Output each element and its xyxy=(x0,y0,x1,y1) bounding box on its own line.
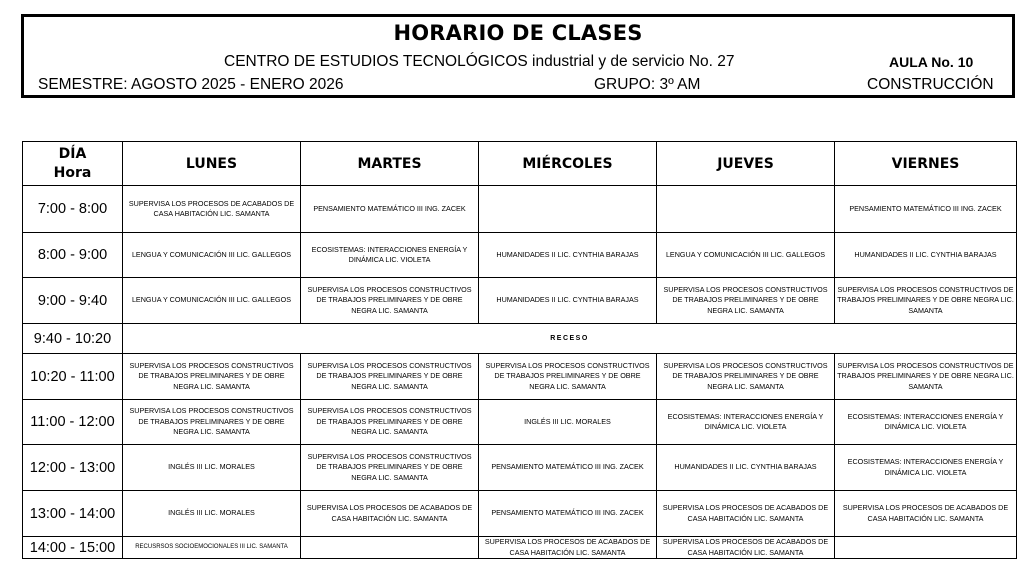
time-slot: 7:00 - 8:00 xyxy=(23,186,123,233)
corner-day-label: DÍA xyxy=(58,145,87,162)
table-row xyxy=(23,186,1017,233)
class-cell: LENGUA Y COMUNICACIÓN III LIC. GALLEGOS xyxy=(657,233,835,278)
class-cell: SUPERVISA LOS PROCESOS DE ACABADOS DE CASA HABITACIÓN LIC. SAMANTA xyxy=(123,186,301,233)
table-row xyxy=(23,233,1017,278)
schedule-table xyxy=(22,141,1017,559)
class-cell: LENGUA Y COMUNICACIÓN III LIC. GALLEGOS xyxy=(123,233,301,278)
day-header-miercoles: MIÉRCOLES xyxy=(479,142,657,186)
time-slot: 9:00 - 9:40 xyxy=(23,278,123,324)
time-slot: 9:40 - 10:20 xyxy=(23,324,123,354)
page-title: HORARIO DE CLASES xyxy=(393,21,643,45)
class-cell: ECOSISTEMAS: INTERACCIONES ENERGÍA Y DINÁMICA LIC. VIOLETA xyxy=(835,400,1017,445)
class-cell: PENSAMIENTO MATEMÁTICO III ING. ZACEK xyxy=(479,445,657,491)
class-cell: SUPERVISA LOS PROCESOS CONSTRUCTIVOS DE TRABAJOS PRELIMINARES Y DE OBRE NEGRA LIC. SAMANTA xyxy=(301,400,479,445)
time-slot: 8:00 - 9:00 xyxy=(23,233,123,278)
time-slot: 14:00 - 15:00 xyxy=(23,537,123,559)
day-header-martes: MARTES xyxy=(301,142,479,186)
day-header-jueves: JUEVES xyxy=(657,142,835,186)
class-cell: LENGUA Y COMUNICACIÓN III LIC. GALLEGOS xyxy=(123,278,301,324)
table-row xyxy=(23,537,1017,559)
class-cell: SUPERVISA LOS PROCESOS CONSTRUCTIVOS DE TRABAJOS PRELIMINARES Y DE OBRE NEGRA LIC. SAMANTA xyxy=(301,354,479,400)
class-cell: SUPERVISA LOS PROCESOS DE ACABADOS DE CASA HABITACIÓN LIC. SAMANTA xyxy=(835,491,1017,537)
class-cell: ECOSISTEMAS: INTERACCIONES ENERGÍA Y DINÁMICA LIC. VIOLETA xyxy=(657,400,835,445)
class-cell: INGLÉS III LIC. MORALES xyxy=(123,445,301,491)
corner-header xyxy=(23,142,123,186)
class-cell xyxy=(835,537,1017,559)
table-row xyxy=(23,354,1017,400)
class-cell xyxy=(479,186,657,233)
class-cell: ECOSISTEMAS: INTERACCIONES ENERGÍA Y DINÁMICA LIC. VIOLETA xyxy=(835,445,1017,491)
class-cell xyxy=(657,186,835,233)
time-slot: 11:00 - 12:00 xyxy=(23,400,123,445)
recess-row xyxy=(23,324,1017,354)
class-cell: PENSAMIENTO MATEMÁTICO III ING. ZACEK xyxy=(301,186,479,233)
time-slot: 12:00 - 13:00 xyxy=(23,445,123,491)
table-row xyxy=(23,278,1017,324)
class-cell: SUPERVISA LOS PROCESOS CONSTRUCTIVOS DE TRABAJOS PRELIMINARES Y DE OBRE NEGRA LIC. SAMANTA xyxy=(301,445,479,491)
class-cell: HUMANIDADES II LIC. CYNTHIA BARAJAS xyxy=(479,233,657,278)
class-cell: SUPERVISA LOS PROCESOS DE ACABADOS DE CASA HABITACIÓN LIC. SAMANTA xyxy=(479,537,657,559)
corner-hour-label: Hora xyxy=(53,164,92,181)
class-cell: PENSAMIENTO MATEMÁTICO III ING. ZACEK xyxy=(479,491,657,537)
class-cell: SUPERVISA LOS PROCESOS DE ACABADOS DE CASA HABITACIÓN LIC. SAMANTA xyxy=(301,491,479,537)
table-header-row xyxy=(23,142,1017,186)
class-cell xyxy=(301,537,479,559)
group-label: GRUPO: 3º AM xyxy=(594,76,701,93)
classroom-label: AULA No. 10 xyxy=(889,54,974,70)
class-cell: SUPERVISA LOS PROCESOS CONSTRUCTIVOS DE TRABAJOS PRELIMINARES Y DE OBRE NEGRA LIC. SAMANTA xyxy=(657,278,835,324)
class-cell: SUPERVISA LOS PROCESOS CONSTRUCTIVOS DE TRABAJOS PRELIMINARES Y DE OBRE NEGRA LIC. SAMANTA xyxy=(123,354,301,400)
day-header-lunes: LUNES xyxy=(123,142,301,186)
class-cell: SUPERVISA LOS PROCESOS CONSTRUCTIVOS DE TRABAJOS PRELIMINARES Y DE OBRE NEGRA LIC. SAMANTA xyxy=(835,354,1017,400)
table-row xyxy=(23,400,1017,445)
class-cell: RECUSRSOS SOCIOEMOCIONALES III LIC. SAMANTA xyxy=(123,537,301,559)
career-label: CONSTRUCCIÓN xyxy=(867,76,994,93)
recess-cell: RECESO xyxy=(123,324,1017,354)
time-slot: 10:20 - 11:00 xyxy=(23,354,123,400)
class-cell: PENSAMIENTO MATEMÁTICO III ING. ZACEK xyxy=(835,186,1017,233)
class-cell: SUPERVISA LOS PROCESOS CONSTRUCTIVOS DE TRABAJOS PRELIMINARES Y DE OBRE NEGRA LIC. SAMANTA xyxy=(301,278,479,324)
class-cell: SUPERVISA LOS PROCESOS CONSTRUCTIVOS DE TRABAJOS PRELIMINARES Y DE OBRE NEGRA LIC. SAMANTA xyxy=(657,354,835,400)
schedule-header xyxy=(21,14,1015,98)
class-cell: HUMANIDADES II LIC. CYNTHIA BARAJAS xyxy=(657,445,835,491)
class-cell: HUMANIDADES II LIC. CYNTHIA BARAJAS xyxy=(479,278,657,324)
class-cell: INGLÉS III LIC. MORALES xyxy=(123,491,301,537)
class-cell: SUPERVISA LOS PROCESOS CONSTRUCTIVOS DE TRABAJOS PRELIMINARES Y DE OBRE NEGRA LIC. SAMANTA xyxy=(123,400,301,445)
class-cell: INGLÉS III LIC. MORALES xyxy=(479,400,657,445)
class-cell: SUPERVISA LOS PROCESOS DE ACABADOS DE CASA HABITACIÓN LIC. SAMANTA xyxy=(657,491,835,537)
time-slot: 13:00 - 14:00 xyxy=(23,491,123,537)
class-cell: HUMANIDADES II LIC. CYNTHIA BARAJAS xyxy=(835,233,1017,278)
table-row xyxy=(23,445,1017,491)
day-header-viernes: VIERNES xyxy=(835,142,1017,186)
class-cell: ECOSISTEMAS: INTERACCIONES ENERGÍA Y DINÁMICA LIC. VIOLETA xyxy=(301,233,479,278)
class-cell: SUPERVISA LOS PROCESOS CONSTRUCTIVOS DE TRABAJOS PRELIMINARES Y DE OBRE NEGRA LIC. SAMANTA xyxy=(835,278,1017,324)
class-cell: SUPERVISA LOS PROCESOS DE ACABADOS DE CASA HABITACIÓN LIC. SAMANTA xyxy=(657,537,835,559)
class-cell: SUPERVISA LOS PROCESOS CONSTRUCTIVOS DE TRABAJOS PRELIMINARES Y DE OBRE NEGRA LIC. SAMANTA xyxy=(479,354,657,400)
semester-label: SEMESTRE: AGOSTO 2025 - ENERO 2026 xyxy=(38,76,344,93)
school-name: CENTRO DE ESTUDIOS TECNOLÓGICOS industrial y de servicio No. 27 xyxy=(224,53,735,70)
table-row xyxy=(23,491,1017,537)
